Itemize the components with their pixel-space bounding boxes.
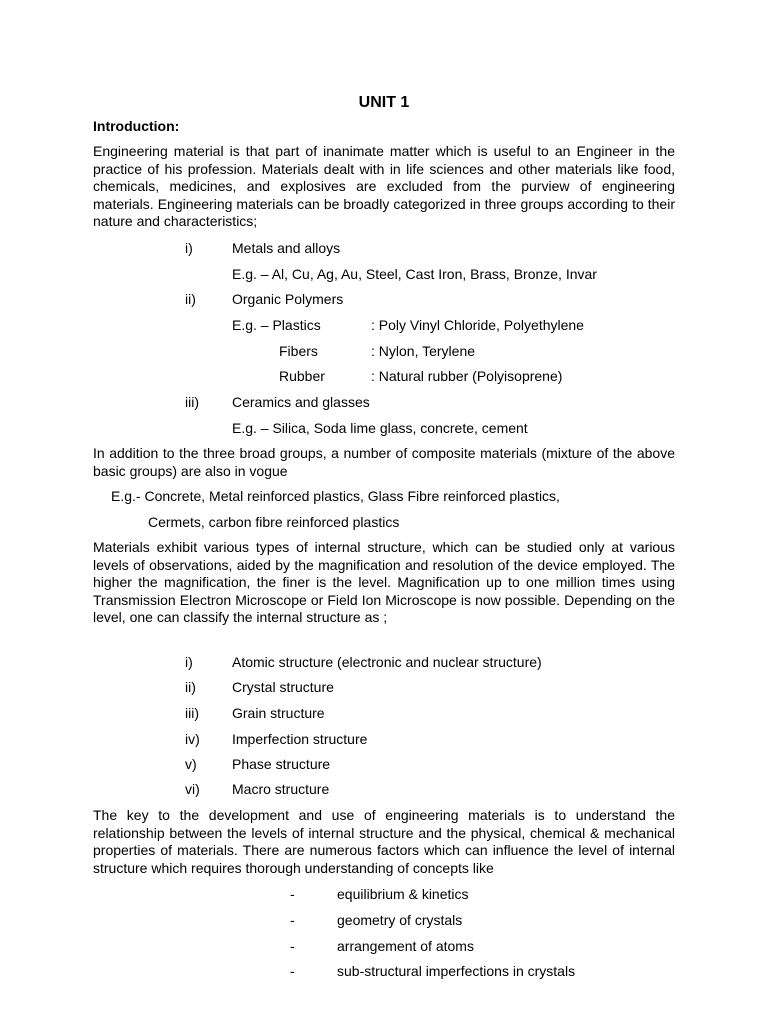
list-number: i) — [185, 654, 193, 670]
polymer-name: Fibers — [279, 343, 318, 359]
list-number: iii) — [185, 705, 199, 721]
list-item: Imperfection structure — [232, 731, 368, 747]
list-dash: - — [290, 938, 295, 954]
list-number: ii) — [185, 291, 196, 307]
example-text: E.g. – Silica, Soda lime glass, concrete, cement — [232, 420, 528, 436]
list-item: equilibrium & kinetics — [337, 886, 469, 902]
list-dash: - — [290, 912, 295, 928]
list-number: i) — [185, 240, 193, 256]
section-heading: Introduction: — [93, 118, 180, 134]
polymer-value: : Nylon, Terylene — [371, 343, 476, 359]
key-paragraph: The key to the development and use of engineering materials is to understand the relationship between the levels of internal structure and the physical, chemical & mechanical properties of materials. There are numerous factors which can influence the level of internal structure which requires thorough understanding of concepts like — [93, 807, 675, 876]
intro-paragraph: Engineering material is that part of inanimate matter which is useful to an Engineer in the practice of his profession. Materials dealt with in life sciences and other materials like food, chemicals, medicines, and explosives are excluded from the purview of engineering materials. Engineering materials can be broadly categorized in three groups according to their nature and characteristics; — [93, 143, 675, 230]
example-text: E.g. – Al, Cu, Ag, Au, Steel, Cast Iron, Brass, Bronze, Invar — [232, 266, 597, 282]
example-text: E.g.- Concrete, Metal reinforced plastics, Glass Fibre reinforced plastics, — [111, 488, 560, 504]
polymer-value: : Natural rubber (Polyisoprene) — [371, 368, 563, 384]
list-number: ii) — [185, 679, 196, 695]
list-item: Crystal structure — [232, 679, 334, 695]
list-number: iv) — [185, 731, 200, 747]
list-item: geometry of crystals — [337, 912, 463, 928]
list-item: Atomic structure (electronic and nuclear structure) — [232, 654, 542, 670]
list-item: Ceramics and glasses — [232, 394, 370, 410]
structure-paragraph: Materials exhibit various types of internal structure, which can be studied only at various levels of observations, aided by the magnification and resolution of the device employed. The higher the magnification, the finer is the level. Magnification up to one million times using Transmission Electron Microscope or Field Ion Microscope is now possible. Depending on the level, one can classify the internal structure as ; — [93, 539, 675, 626]
composites-paragraph: In addition to the three broad groups, a number of composite materials (mixture of the above basic groups) are also in vogue — [93, 445, 675, 479]
list-item: Grain structure — [232, 705, 325, 721]
polymer-name: E.g. – Plastics — [232, 317, 321, 333]
example-text: Cermets, carbon fibre reinforced plastics — [148, 514, 400, 530]
list-item: Phase structure — [232, 756, 331, 772]
list-number: vi) — [185, 781, 200, 797]
list-item: Metals and alloys — [232, 240, 341, 256]
list-item: sub-structural imperfections in crystals — [337, 963, 576, 979]
list-number: iii) — [185, 394, 199, 410]
list-dash: - — [290, 963, 295, 979]
list-dash: - — [290, 886, 295, 902]
polymer-value: : Poly Vinyl Chloride, Polyethylene — [371, 317, 584, 333]
polymer-name: Rubber — [279, 368, 325, 384]
list-item: Organic Polymers — [232, 291, 344, 307]
list-item: Macro structure — [232, 781, 330, 797]
list-item: arrangement of atoms — [337, 938, 474, 954]
page-title: UNIT 1 — [358, 94, 410, 111]
list-number: v) — [185, 756, 197, 772]
